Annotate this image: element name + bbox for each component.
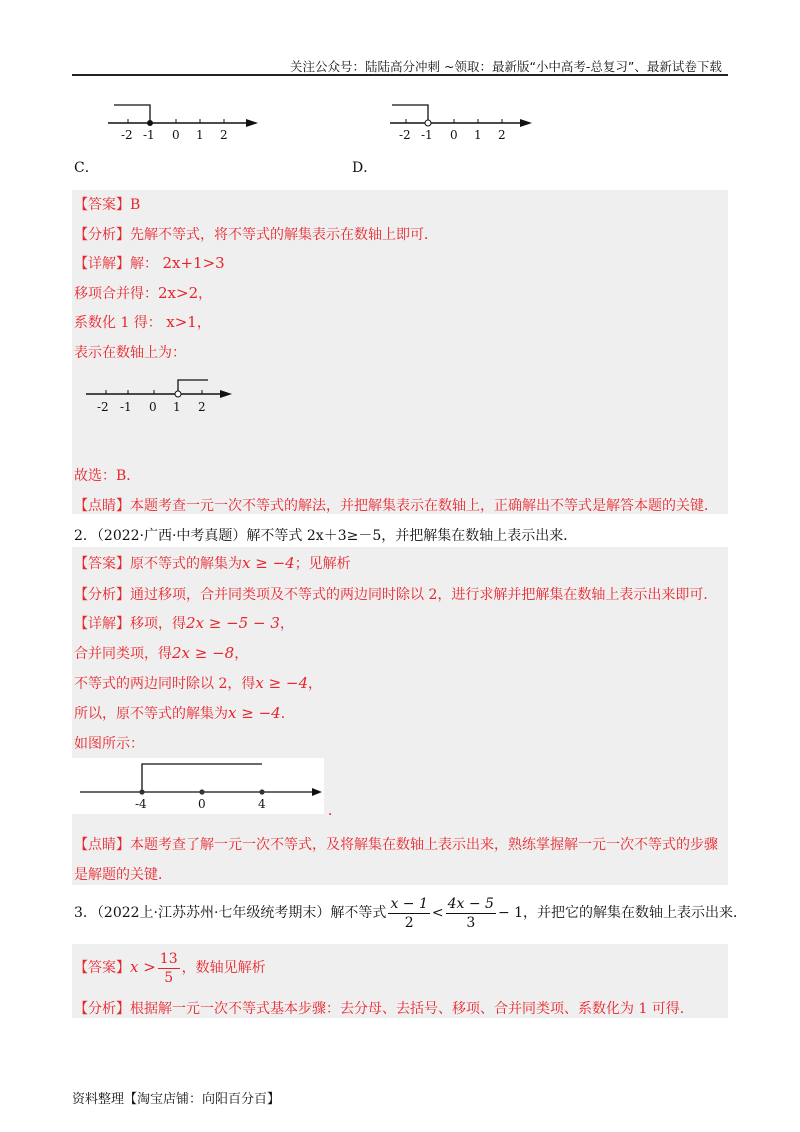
- tick-label: 1: [474, 128, 482, 142]
- tick-label: -2: [97, 400, 109, 414]
- page-header: 关注公众号：陆陆高分冲刺 ~领取：最新版“小中高考-总复习”、最新试卷下载: [290, 59, 722, 74]
- tick-label: 0: [198, 797, 206, 811]
- q2-comment: 【点睛】本题考查了解一元一次不等式，及将解集在数轴上表示出来，熟练掌握解一元一次不等式的步骤: [74, 837, 718, 853]
- q2-step-2: 合并同类项，得2x ≥ −8，: [74, 644, 249, 662]
- tick-label: 2: [220, 128, 228, 142]
- q1-answer: 【答案】B: [74, 197, 141, 213]
- q2-analysis: 【分析】通过移项，合并同类项及不等式的两边同时除以 2，进行求解并把解集在数轴上表示出来即可．: [74, 587, 718, 603]
- tick-label: -1: [120, 400, 132, 414]
- q1-comment: 【点睛】本题考查一元一次不等式的解法，并把解集表示在数轴上，正确解出不等式是解答本题的关键．: [74, 498, 718, 514]
- q1-step-2: 系数化 1 得： x>1，: [74, 313, 211, 331]
- q2-comment-cont: 是解题的关键．: [74, 867, 172, 883]
- q2-step-3: 不等式的两边同时除以 2，得x ≥ −4，: [74, 674, 323, 692]
- tick-label: -4: [135, 797, 147, 811]
- q3-answer: 【答案】x > $\frac{13}{5}$ ，数轴见解析: [74, 950, 266, 986]
- tick-label: 1: [173, 400, 181, 414]
- tick-label: 0: [450, 128, 458, 142]
- q2-step-5: 如图所示：: [74, 736, 144, 752]
- tick-label: 2: [498, 128, 506, 142]
- tick-label: -1: [143, 128, 155, 142]
- number-line-q2: [72, 758, 324, 814]
- q1-detail: 【详解】解： 2x+1>3: [74, 254, 225, 272]
- number-line-q1: [82, 372, 242, 417]
- q1-choose: 故选：B．: [74, 468, 141, 484]
- number-line-option-d: [382, 100, 552, 145]
- q1-step-1: 移项合并得：2x>2，: [74, 284, 213, 302]
- tick-label: 1: [196, 128, 204, 142]
- tick-label: 4: [258, 797, 266, 811]
- tick-label: -2: [121, 128, 133, 142]
- q2-answer: 【答案】原不等式的解集为x ≥ −4；见解析: [74, 554, 351, 572]
- number-line-option-c: [100, 100, 270, 145]
- q2-figure-period: ．: [328, 803, 342, 819]
- q1-step-3: 表示在数轴上为：: [74, 345, 186, 361]
- header-divider: [72, 74, 728, 76]
- option-d-label: D．: [352, 160, 378, 176]
- page-footer: 资料整理【淘宝店铺：向阳百分百】: [72, 1092, 281, 1107]
- tick-label: -2: [399, 128, 411, 142]
- q3-stem: 3．（2022上·江苏苏州·七年级统考期末）解不等式 $\frac{x - 1}{2}$ < $\frac{4x - 5}{3}$ − 1，并把它的解集在数轴上表示出来．: [74, 895, 748, 931]
- q2-step-4: 所以，原不等式的解集为x ≥ −4．: [74, 704, 295, 722]
- option-c-label: C．: [74, 160, 99, 176]
- tick-label: -1: [421, 128, 433, 142]
- tick-label: 0: [149, 400, 157, 414]
- q2-stem: 2．（2022·广西·中考真题）解不等式 2x＋3≥－5，并把解集在数轴上表示出来．: [74, 528, 578, 544]
- tick-label: 0: [172, 128, 180, 142]
- q2-step-1: 【详解】移项，得2x ≥ −5 − 3，: [74, 614, 294, 632]
- tick-label: 2: [198, 400, 206, 414]
- q1-analysis: 【分析】先解不等式，将不等式的解集表示在数轴上即可．: [74, 227, 438, 243]
- q3-analysis: 【分析】根据解一元一次不等式基本步骤：去分母、去括号、移项、合并同类项、系数化为 1 可得．: [74, 1001, 694, 1017]
